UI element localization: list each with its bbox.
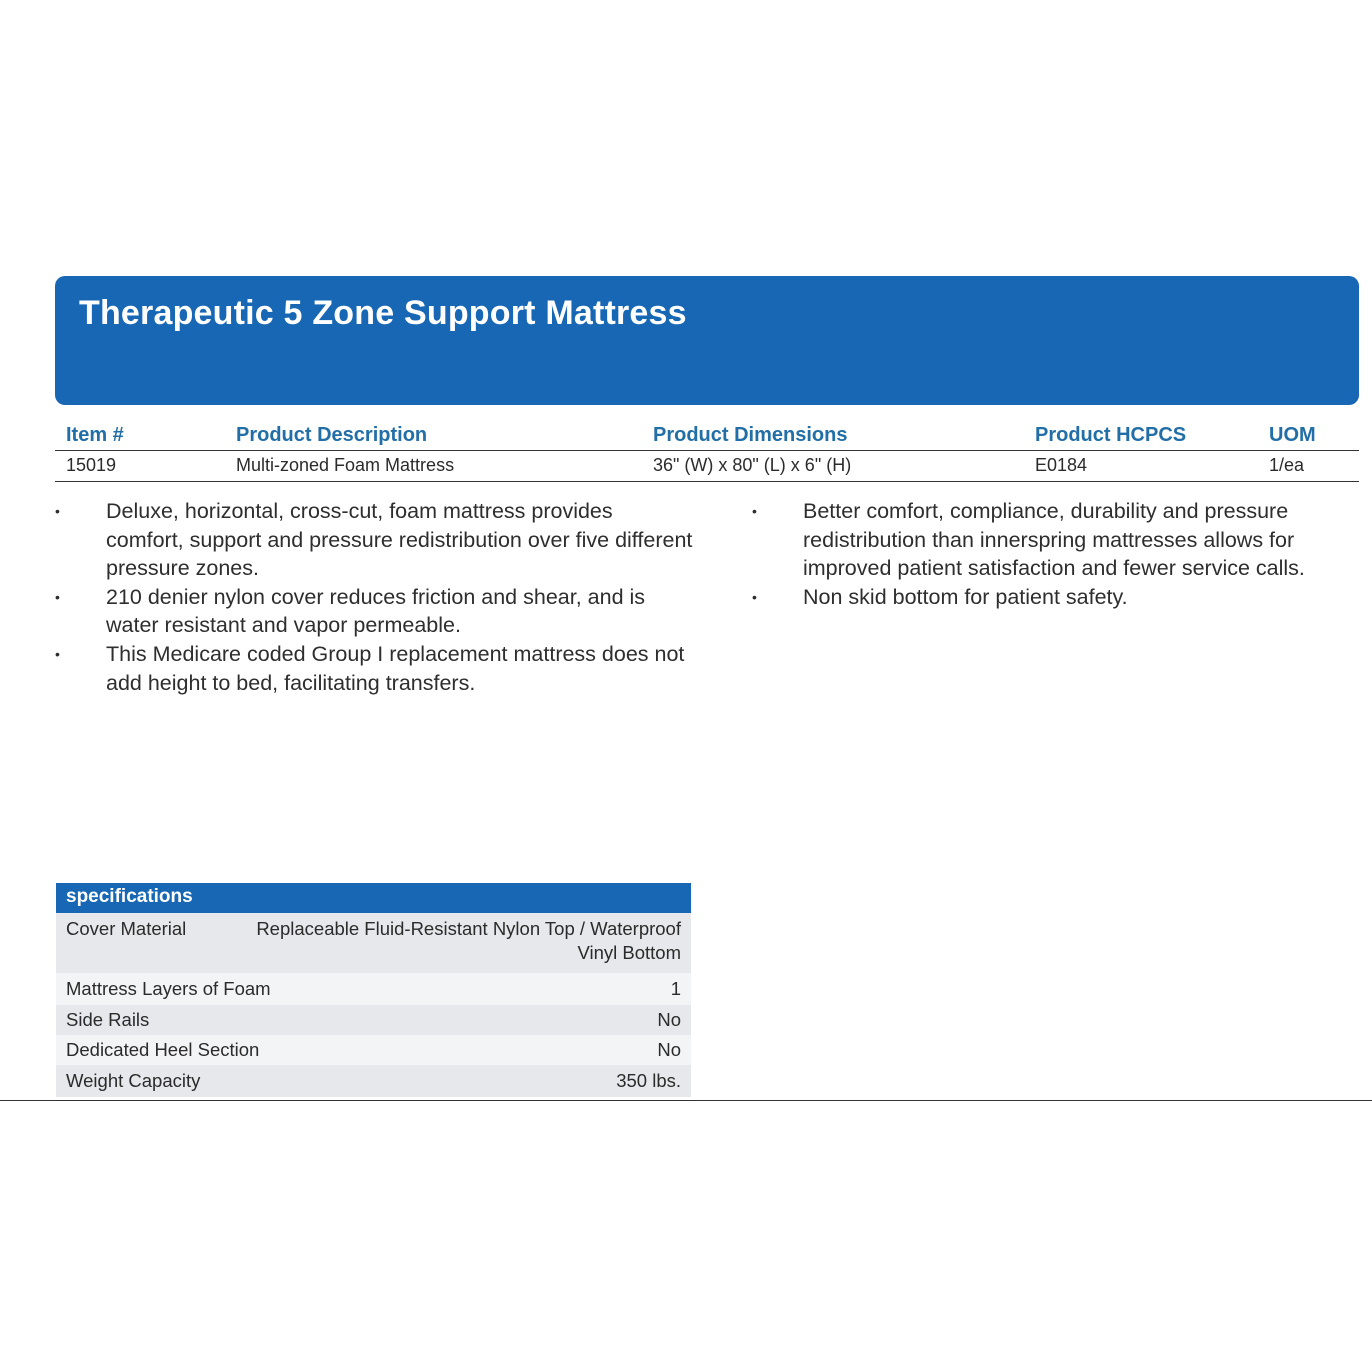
feature-list-left [55,497,695,697]
specifications-table [56,883,691,1097]
specifications-heading: specifications [56,883,691,913]
divider [0,1100,1372,1101]
list-item: • Non skid bottom for patient safety. [752,583,1367,612]
cell-uom: 1/ea [1269,455,1305,475]
product-table [55,420,1359,482]
spec-row-heel-section [56,1035,691,1065]
spec-label: Cover Material [66,918,187,939]
spec-value: 350 lbs. [616,1070,681,1091]
spec-label: Mattress Layers of Foam [66,978,271,999]
spec-value: Replaceable Fluid-Resistant Nylon Top / Waterproof Vinyl Bottom [256,918,681,963]
title-banner [55,276,1359,405]
column-header-uom: UOM [1269,424,1316,446]
list-item: • This Medicare coded Group I replacement mattress does not add height to bed, facilitating transfers. [55,641,685,695]
cell-item: 15019 [66,455,117,475]
spec-label: Side Rails [66,1009,150,1030]
spec-value: No [657,1039,681,1060]
bullet-icon: • [752,503,757,519]
spec-row-layers [56,973,691,1005]
spec-value: No [657,1009,681,1030]
list-item: • 210 denier nylon cover reduces friction and shear, and is water resistant and vapor permeable. [55,584,646,638]
column-header-dimensions: Product Dimensions [653,424,848,446]
spec-row-weight-capacity [56,1065,691,1097]
table-row [55,451,1359,482]
spec-label: Weight Capacity [66,1070,201,1091]
spec-value: 1 [670,978,681,999]
feature-list-right [752,497,1367,611]
list-item: • Deluxe, horizontal, cross-cut, foam mattress provides comfort, support and pressure redistribution over five different pressure zones. [55,499,693,581]
spec-label: Dedicated Heel Section [66,1039,260,1060]
cell-dimensions: 36" (W) x 80" (L) x 6" (H) [653,455,852,475]
page-title: Therapeutic 5 Zone Support Mattress [79,294,687,332]
column-header-hcpcs: Product HCPCS [1035,424,1187,446]
spec-row-cover-material [56,913,691,973]
bullet-icon: • [55,503,60,519]
table-header-row [55,420,1359,451]
column-header-item: Item # [66,424,124,446]
cell-description: Multi-zoned Foam Mattress [236,455,455,475]
list-item: • Better comfort, compliance, durability and pressure redistribution than innerspring mattresses allows for improved patient satisfaction and fewer service calls. [752,499,1305,581]
cell-hcpcs: E0184 [1035,455,1088,475]
spec-row-side-rails [56,1005,691,1035]
column-header-description: Product Description [236,424,428,446]
bullet-icon: • [55,645,60,662]
bullet-icon: • [752,588,757,605]
bullet-icon: • [55,588,60,605]
